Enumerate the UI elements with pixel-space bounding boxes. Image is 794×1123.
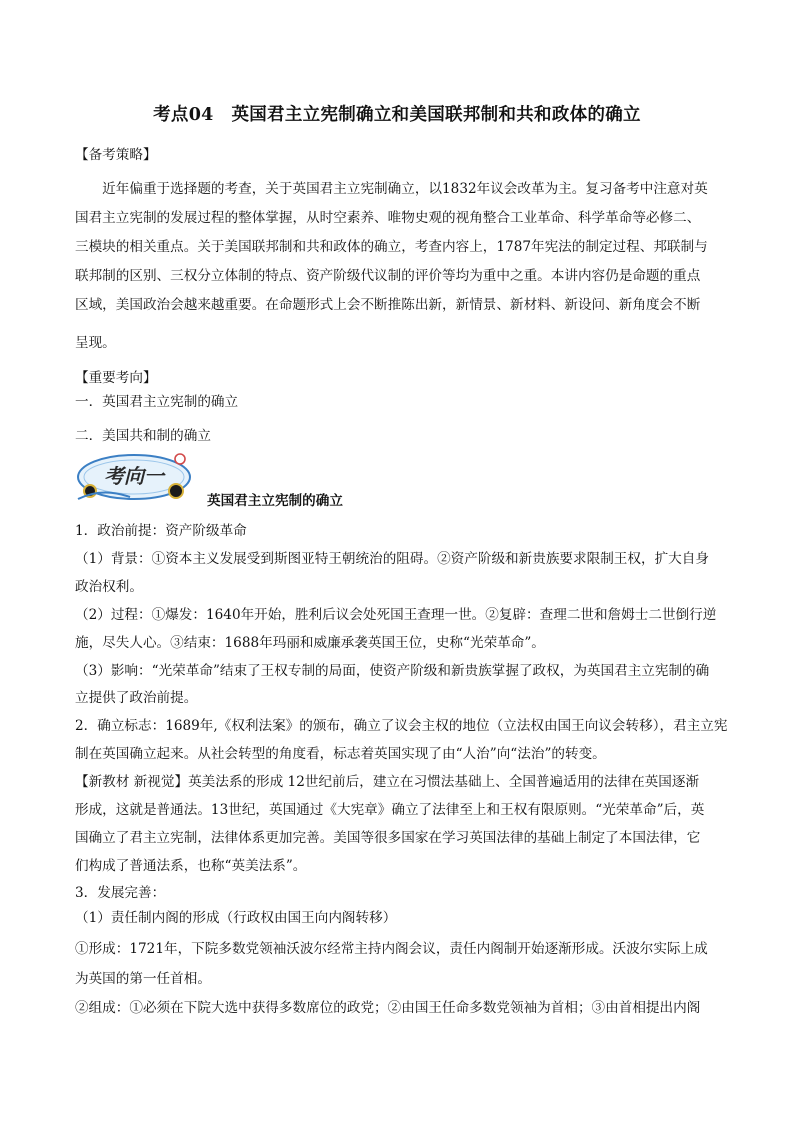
paragraph-line: ②组成：①必须在下院大选中获得多数席位的政党；②由国王任命多数党领袖为首相；③由首相提出内阁 — [75, 1000, 701, 1016]
badge-graphic — [72, 447, 200, 507]
section-heading-strategy: 【备考策略】 — [75, 147, 157, 163]
paragraph-line: （1）责任制内阁的形成（行政权由国王向内阁转移） — [75, 910, 397, 926]
paragraph-line: （3）影响：“光荣革命”结束了王权专制的局面，使资产阶级和新贵族掌握了政权，为英国君主立宪制的确 — [75, 663, 710, 679]
section-heading-directions: 【重要考向】 — [75, 370, 157, 386]
paragraph-line: 立提供了政治前提。 — [75, 690, 198, 706]
badge-heading: 英国君主立宪制的确立 — [207, 493, 343, 509]
paragraph-line: 形成，这就是普通法。13世纪，英国通过《大宪章》确立了法律至上和王权有限原则。“光荣革命”后，英 — [75, 802, 705, 818]
paragraph-line: （1）背景：①资本主义发展受到斯图亚特王朝统治的阻碍。②资产阶级和新贵族要求限制王权，扩大自身 — [75, 551, 709, 567]
paragraph-line: 【新教材 新视觉】英美法系的形成 12世纪前后，建立在习惯法基础上、全国普遍适用的法律在英国逐渐 — [75, 774, 700, 790]
paragraph-line: 呈现。 — [75, 335, 116, 351]
paragraph-line: 2．确立标志：1689年,《权利法案》的颁布，确立了议会主权的地位（立法权由国王向议会转移），君主立宪 — [75, 718, 728, 734]
paragraph-line: 3．发展完善： — [75, 885, 166, 901]
paragraph-line: 三模块的相关重点。关于美国联邦制和共和政体的确立，考查内容上，1787年宪法的制定过程、邦联制与 — [75, 239, 708, 255]
paragraph-line: 近年偏重于选择题的考查，关于英国君主立宪制确立，以1832年议会改革为主。复习备考中注意对英 — [75, 181, 708, 197]
paragraph-line: 施，尽失人心。③结束：1688年玛丽和威廉承袭英国王位，史称“光荣革命”。 — [75, 635, 545, 651]
paragraph-line: 国君主立宪制的发展过程的整体掌握，从时空素养、唯物史观的视角整合工业革命、科学革命等必修二、 — [75, 210, 701, 226]
paragraph-line: ①形成：1721年，下院多数党领袖沃波尔经常主持内阁会议，责任内阁制开始逐渐形成。沃波尔实际上成 — [75, 941, 708, 957]
badge-label: 考向一 — [104, 464, 164, 488]
paragraph-line: 联邦制的区别、三权分立体制的特点、资产阶级代议制的评价等均为重中之重。本讲内容仍是命题的重点 — [75, 268, 701, 284]
paragraph-line: 为英国的第一任首相。 — [75, 971, 211, 987]
paragraph-line: 制在英国确立起来。从社会转型的角度看，标志着英国实现了由“人治”向“法治”的转变。 — [75, 746, 606, 762]
paragraph-line: （2）过程：①爆发：1640年开始，胜利后议会处死国王查理一世。②复辟：查理二世和詹姆士二世倒行逆 — [75, 607, 717, 623]
paragraph-line: 国确立了君主立宪制，法律体系更加完善。美国等很多国家在学习英国法律的基础上制定了本国法律，它 — [75, 830, 701, 846]
page-title: 考点04 英国君主立宪制确立和美国联邦制和共和政体的确立 — [153, 105, 641, 125]
paragraph-line: 们构成了普通法系，也称“英美法系”。 — [75, 858, 307, 874]
direction-item: 一．英国君主立宪制的确立 — [75, 394, 239, 410]
paragraph-line: 1．政治前提：资产阶级革命 — [75, 523, 247, 539]
paragraph-line: 政治权利。 — [75, 579, 143, 595]
direction-item: 二．美国共和制的确立 — [75, 428, 211, 444]
paragraph-line: 区域，美国政治会越来越重要。在命题形式上会不断推陈出新，新情景、新材料、新设问、新角度会不断 — [75, 297, 701, 313]
